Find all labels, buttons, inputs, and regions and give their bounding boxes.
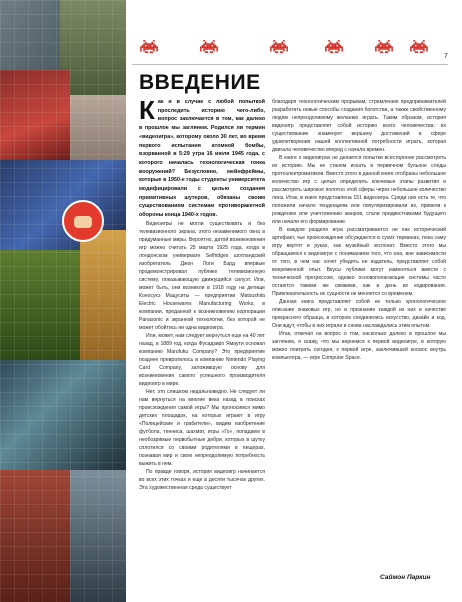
- space-invader-icon: [410, 40, 428, 53]
- body-paragraph: Данная книга представляет собой не только хронологическое описание знаковых игр, но и признание каждой из них в качестве прекрасного образца, в котором соединились искусство, дизайн и код. Они ждут, чтобы в них играли и снова наслаждались этим опытом.: [272, 299, 446, 329]
- space-invader-row: [140, 40, 442, 56]
- space-invader-icon: [375, 40, 393, 53]
- header-divider: [132, 64, 448, 65]
- body-paragraph: В книге о видеоиграх не делается попытки всесторонне рассмотреть их историю. Мы не станем искать в первичном бульоне следы протоэлектроматиков. Вместо этого в данной книге отобраны небольшое количество игр с целью определить ключевые этапы развития и рассмотреть широкое полотно этой сферы через небольшое количество линз. Итак, в книге представлена 151 видеоигра. Среди них есть те, что положили начало тенденциям или популяризировали их, привели к рождению или уничтожению жанров, стали предвестниками будущего или начали его формирование.: [272, 155, 446, 225]
- author-signature: Саймон Паркин: [380, 574, 431, 581]
- page-number: 7: [444, 53, 448, 60]
- space-invader-icon: [140, 40, 158, 53]
- space-invader-icon: [325, 40, 343, 53]
- page-title: ВВЕДЕНИЕ: [139, 71, 261, 94]
- mario-character-image: [62, 200, 104, 242]
- text-column-left: [139, 95, 265, 492]
- drop-cap: К: [139, 95, 155, 125]
- space-invader-icon: [270, 40, 288, 53]
- body-paragraph: Нет, это слишком недальновидно. Не следует ли нам вернуться на многие века назад в поисках происхождения самой игры? Мы проносимся мимо детских площадок, на которых играют в игру «Полицейские и грабители», видим изобретение футбола, тенниса, шахмат, игры «Го», попадаем в необозримые первобытные дебри, которых в шутку сплотился со своими родителями в пещерах, познавая мир и свою непреодолимую потребность выжить в нем.: [139, 388, 265, 467]
- lead-paragraph: [139, 95, 265, 220]
- body-paragraph: В каждом разделе игра рассматривается не как исторический артефакт, чье происхождение обсуждается в сухих терминах, пока саму игру вертят в руках, как музейный экспонат. Вместо этого мы обращаемся к видеоигре с пониманием того, что она, вне зависимости от того, в чем нас хочет убедить ее издатель, представляет собой внеременной опыт. Вкусы публики могут изменяться вместе с технической прогрессом, однако основополагающие системы часто остаются такими же свежими, как в день их кодирования. Привлекательность их сущности не меняется со временем.: [272, 227, 446, 297]
- text-column-right: [272, 98, 446, 362]
- space-invader-icon: [200, 40, 218, 53]
- cover-collage: [0, 0, 126, 602]
- collage-grid-overlay: [0, 0, 126, 602]
- lead-text: ак и в случае с любой попыткой проследить историю чего-либо, вопрос заключается в том, как далеко в прошлое мы заглянем. Родился ли термин «видеоигра», которому около 30 лет, во время первого испытания атомной бомбы, взорванной в 5:29 утра 16 июля 1945 года, с которого началась технологическая гонка вооружений? Безусловно, мейнфреймы, которые в 1950-е годы студенты университета модифицировали с целью создания примитивных шутеров, обязаны своим существованием системам противоракетной обороны конца 1940-х годов.: [139, 99, 265, 219]
- body-paragraph: Видеоигры не могли существовать и без телевизионного экрана, этого незаменимого окна в придуманные миры. Вероятно, датой возникновения игр можно считать 25 марта 1925 года, когда в лондонском универмаге Selfridges шотландский изобретатель Джон Логи Бэрд впервые продемонстрировал публике телевизионную систему, показывающую движущийся силуэт. Или, может быть, они возникли в 1918 году на детище Коносукэ Мацуситы — предприятии Matsushita Electric Housewares Manufacturing Works, в компании, преданной к возникновению корпорации Panasonic и экранной технологии, без которой не может обойтись ни одна видеоигра.: [139, 220, 265, 331]
- body-paragraph: Или, может, нам следует вернуться еще на 40 лет назад, в 1889 год, когда Фусадзиро Ямаути основал компанию Marufuku Company? Это предприятие позднее превратилось в компанию Nintendo Playing Card Company, заложившую основу для возникновения самого успешного производителя видеоигр в мире.: [139, 332, 265, 387]
- body-paragraph: По правде говоря, история видеоигр начинается во всех этих точках и еще в десяти тысячах других. Эта художественная среда существует: [139, 468, 265, 491]
- body-paragraph: Итак, отвечая на вопрос о том, насколько далеко в прошлое мы заглянем, я скажу, что мы вернемся к первой видеоигре, в которую можно поиграть сегодня, к первой игре, заключившей космос внутрь компьютера, — игре Computer Space.: [272, 331, 446, 361]
- body-paragraph: благодаря технологическим прорывам, стремлению предпринимателей разработать новые способы создания богатства, а также свойственному людям непреодолимому желанию играть. Таким образом, история видеоигр представляет собой историю всего человечества: их существование знаменует вершину достижений в сфере удовлетворения нашей коллективной потребности играть, которая двигала человечество вперед с начала времен.: [272, 99, 446, 153]
